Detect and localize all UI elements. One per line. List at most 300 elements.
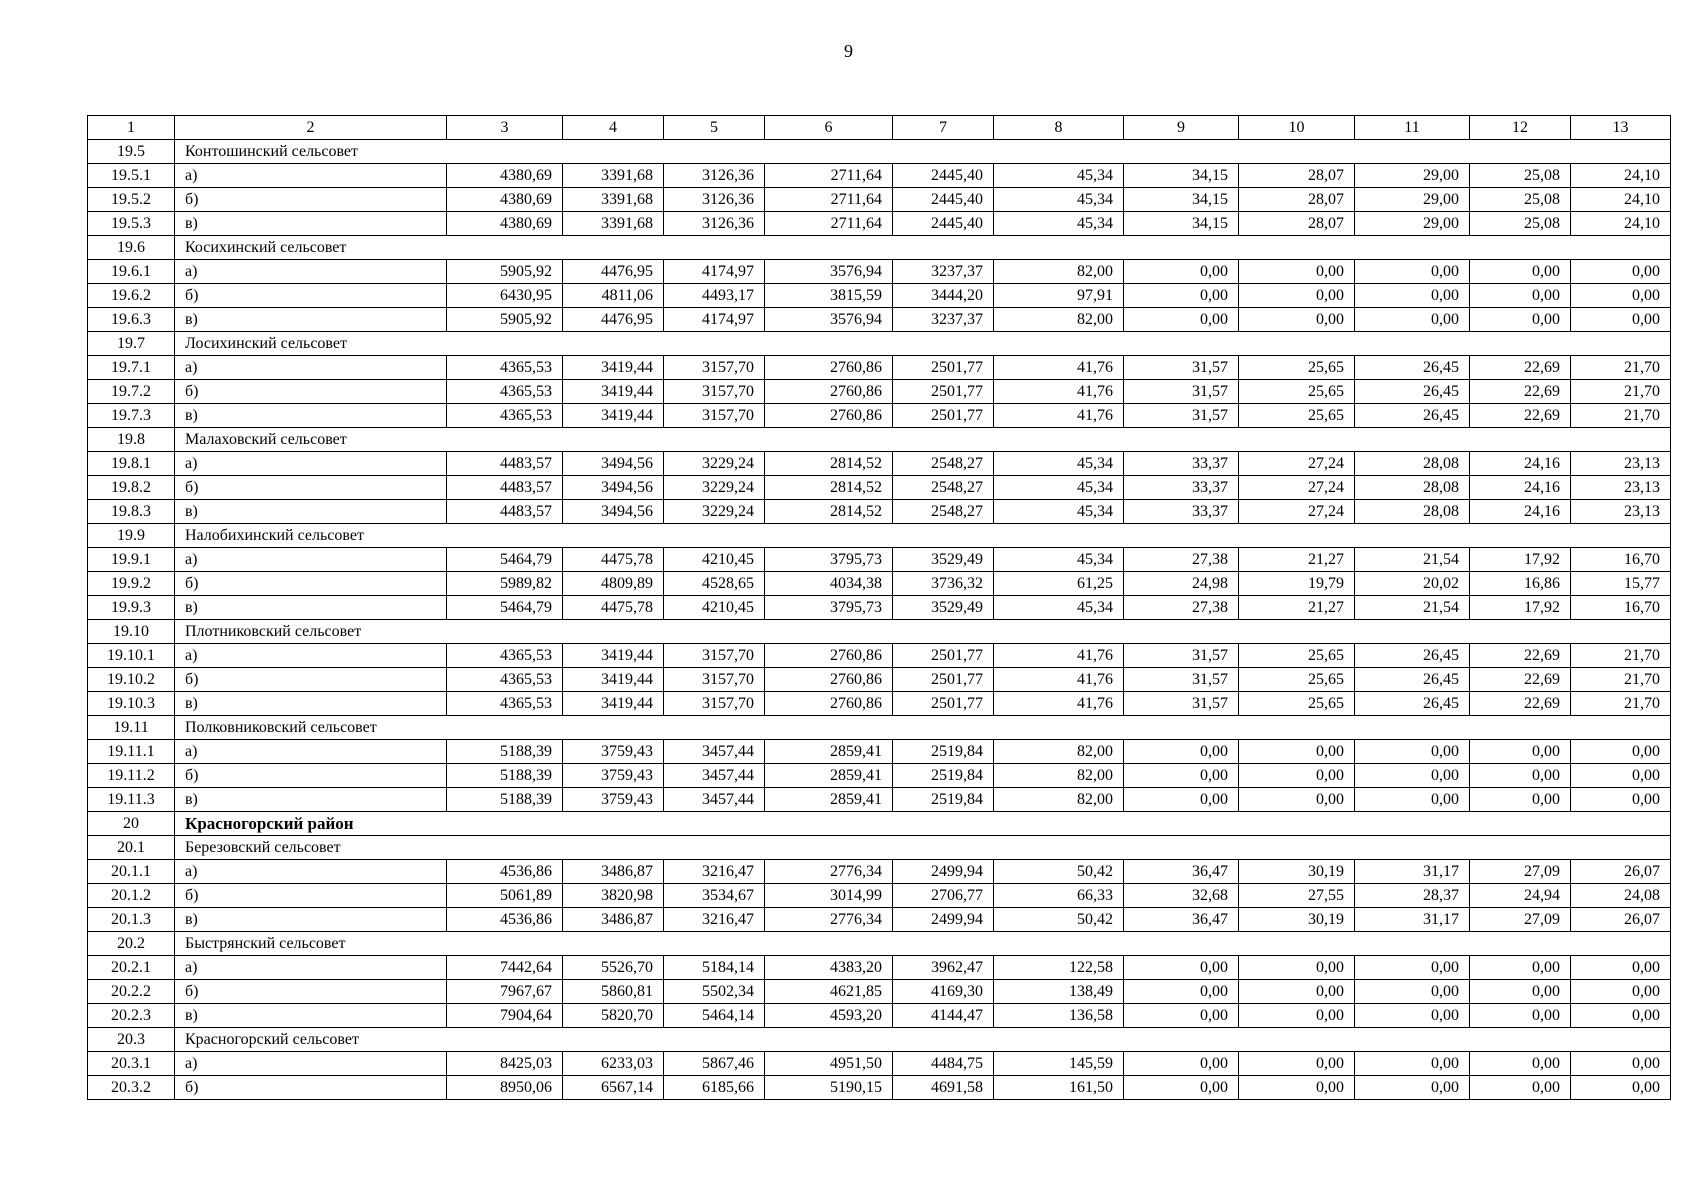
value-cell: 25,08 xyxy=(1470,164,1571,188)
value-cell: 3529,49 xyxy=(893,548,994,572)
value-cell: 25,08 xyxy=(1470,212,1571,236)
table-row xyxy=(88,956,1671,980)
value-cell: 3815,59 xyxy=(765,284,893,308)
table-row xyxy=(88,308,1671,332)
row-label: а) xyxy=(175,860,447,884)
section-name: Косихинский сельсовет xyxy=(175,236,447,260)
value-cell: 2859,41 xyxy=(765,788,893,812)
value-cell: 3419,44 xyxy=(563,692,664,716)
value-cell: 31,57 xyxy=(1124,380,1239,404)
table-row xyxy=(88,164,1671,188)
row-label: а) xyxy=(175,956,447,980)
value-cell: 4174,97 xyxy=(664,260,765,284)
value-cell: 5905,92 xyxy=(447,260,563,284)
value-cell: 5188,39 xyxy=(447,740,563,764)
value-cell: 2445,40 xyxy=(893,164,994,188)
row-code: 20.3.2 xyxy=(88,1076,175,1100)
value-cell: 2548,27 xyxy=(893,476,994,500)
value-cell: 3237,37 xyxy=(893,308,994,332)
value-cell: 34,15 xyxy=(1124,212,1239,236)
table-row xyxy=(88,644,1671,668)
value-cell: 25,65 xyxy=(1239,380,1355,404)
table-row xyxy=(88,212,1671,236)
value-cell: 24,08 xyxy=(1571,884,1671,908)
value-cell: 3216,47 xyxy=(664,908,765,932)
value-cell: 0,00 xyxy=(1571,956,1671,980)
value-cell: 0,00 xyxy=(1355,1004,1470,1028)
row-label: а) xyxy=(175,644,447,668)
column-header: 4 xyxy=(563,116,664,140)
value-cell: 161,50 xyxy=(994,1076,1124,1100)
table-row xyxy=(88,284,1671,308)
column-header: 10 xyxy=(1239,116,1355,140)
value-cell: 5867,46 xyxy=(664,1052,765,1076)
value-cell: 27,24 xyxy=(1239,452,1355,476)
value-cell: 2760,86 xyxy=(765,404,893,428)
value-cell: 122,58 xyxy=(994,956,1124,980)
table-row xyxy=(88,980,1671,1004)
value-cell: 0,00 xyxy=(1355,308,1470,332)
value-cell: 0,00 xyxy=(1239,980,1355,1004)
value-cell: 27,24 xyxy=(1239,500,1355,524)
value-cell: 21,70 xyxy=(1571,644,1671,668)
row-label: в) xyxy=(175,788,447,812)
row-code: 19.10.2 xyxy=(88,668,175,692)
section-filler xyxy=(447,716,1671,740)
value-cell: 8950,06 xyxy=(447,1076,563,1100)
table-row xyxy=(88,1004,1671,1028)
value-cell: 2814,52 xyxy=(765,476,893,500)
section-row xyxy=(88,332,1671,356)
row-label: в) xyxy=(175,212,447,236)
value-cell: 7442,64 xyxy=(447,956,563,980)
value-cell: 2711,64 xyxy=(765,212,893,236)
value-cell: 16,86 xyxy=(1470,572,1571,596)
value-cell: 36,47 xyxy=(1124,860,1239,884)
section-filler xyxy=(447,812,1671,836)
value-cell: 24,10 xyxy=(1571,164,1671,188)
value-cell: 4621,85 xyxy=(765,980,893,1004)
section-name: Березовский сельсовет xyxy=(175,836,447,860)
row-code: 19.6.3 xyxy=(88,308,175,332)
value-cell: 22,69 xyxy=(1470,380,1571,404)
value-cell: 4476,95 xyxy=(563,308,664,332)
value-cell: 50,42 xyxy=(994,908,1124,932)
value-cell: 3419,44 xyxy=(563,668,664,692)
row-code: 19.5.3 xyxy=(88,212,175,236)
value-cell: 17,92 xyxy=(1470,596,1571,620)
value-cell: 50,42 xyxy=(994,860,1124,884)
value-cell: 0,00 xyxy=(1124,284,1239,308)
value-cell: 3759,43 xyxy=(563,788,664,812)
value-cell: 3126,36 xyxy=(664,212,765,236)
value-cell: 0,00 xyxy=(1470,284,1571,308)
value-cell: 3759,43 xyxy=(563,740,664,764)
value-cell: 5184,14 xyxy=(664,956,765,980)
row-code: 19.9.1 xyxy=(88,548,175,572)
value-cell: 0,00 xyxy=(1124,308,1239,332)
value-cell: 0,00 xyxy=(1571,1052,1671,1076)
value-cell: 45,34 xyxy=(994,212,1124,236)
value-cell: 4365,53 xyxy=(447,644,563,668)
value-cell: 0,00 xyxy=(1355,1076,1470,1100)
section-filler xyxy=(447,140,1671,164)
value-cell: 61,25 xyxy=(994,572,1124,596)
value-cell: 2501,77 xyxy=(893,668,994,692)
value-cell: 0,00 xyxy=(1239,764,1355,788)
value-cell: 4380,69 xyxy=(447,212,563,236)
value-cell: 21,27 xyxy=(1239,548,1355,572)
value-cell: 5860,81 xyxy=(563,980,664,1004)
row-code: 20 xyxy=(88,812,175,836)
row-label: а) xyxy=(175,452,447,476)
value-cell: 27,24 xyxy=(1239,476,1355,500)
row-code: 19.8.1 xyxy=(88,452,175,476)
row-label: б) xyxy=(175,764,447,788)
value-cell: 4593,20 xyxy=(765,1004,893,1028)
value-cell: 22,69 xyxy=(1470,644,1571,668)
column-header: 1 xyxy=(88,116,175,140)
column-header: 5 xyxy=(664,116,765,140)
value-cell: 0,00 xyxy=(1571,980,1671,1004)
column-header: 2 xyxy=(175,116,447,140)
row-code: 19.6.2 xyxy=(88,284,175,308)
value-cell: 3529,49 xyxy=(893,596,994,620)
value-cell: 0,00 xyxy=(1239,956,1355,980)
table-row xyxy=(88,596,1671,620)
value-cell: 2706,77 xyxy=(893,884,994,908)
value-cell: 41,76 xyxy=(994,692,1124,716)
row-label: б) xyxy=(175,284,447,308)
value-cell: 25,65 xyxy=(1239,404,1355,428)
value-cell: 26,07 xyxy=(1571,860,1671,884)
row-code: 19.8 xyxy=(88,428,175,452)
value-cell: 0,00 xyxy=(1571,788,1671,812)
table-row xyxy=(88,860,1671,884)
row-code: 19.5.2 xyxy=(88,188,175,212)
row-label: а) xyxy=(175,356,447,380)
value-cell: 5061,89 xyxy=(447,884,563,908)
value-cell: 7967,67 xyxy=(447,980,563,1004)
section-filler xyxy=(447,332,1671,356)
value-cell: 3157,70 xyxy=(664,404,765,428)
row-code: 19.6.1 xyxy=(88,260,175,284)
value-cell: 4034,38 xyxy=(765,572,893,596)
value-cell: 4365,53 xyxy=(447,668,563,692)
column-header: 7 xyxy=(893,116,994,140)
table-row xyxy=(88,740,1671,764)
section-filler xyxy=(447,524,1671,548)
section-filler xyxy=(447,428,1671,452)
value-cell: 3486,87 xyxy=(563,908,664,932)
row-code: 19.10.1 xyxy=(88,644,175,668)
value-cell: 2776,34 xyxy=(765,860,893,884)
value-cell: 6567,14 xyxy=(563,1076,664,1100)
value-cell: 3157,70 xyxy=(664,644,765,668)
column-header: 13 xyxy=(1571,116,1671,140)
value-cell: 4809,89 xyxy=(563,572,664,596)
section-filler xyxy=(447,620,1671,644)
value-cell: 0,00 xyxy=(1571,284,1671,308)
table-row xyxy=(88,548,1671,572)
value-cell: 41,76 xyxy=(994,668,1124,692)
value-cell: 0,00 xyxy=(1239,1052,1355,1076)
value-cell: 0,00 xyxy=(1124,980,1239,1004)
value-cell: 26,45 xyxy=(1355,356,1470,380)
row-code: 20.3.1 xyxy=(88,1052,175,1076)
value-cell: 0,00 xyxy=(1355,740,1470,764)
value-cell: 3494,56 xyxy=(563,452,664,476)
value-cell: 22,69 xyxy=(1470,668,1571,692)
value-cell: 28,07 xyxy=(1239,164,1355,188)
value-cell: 45,34 xyxy=(994,548,1124,572)
value-cell: 0,00 xyxy=(1124,1004,1239,1028)
value-cell: 4380,69 xyxy=(447,164,563,188)
value-cell: 0,00 xyxy=(1124,740,1239,764)
value-cell: 27,38 xyxy=(1124,596,1239,620)
row-code: 19.6 xyxy=(88,236,175,260)
table-row xyxy=(88,1076,1671,1100)
section-name: Малаховский сельсовет xyxy=(175,428,447,452)
row-code: 20.2 xyxy=(88,932,175,956)
value-cell: 5464,79 xyxy=(447,548,563,572)
value-cell: 0,00 xyxy=(1470,740,1571,764)
value-cell: 4365,53 xyxy=(447,380,563,404)
value-cell: 0,00 xyxy=(1124,956,1239,980)
row-code: 19.7.2 xyxy=(88,380,175,404)
value-cell: 26,07 xyxy=(1571,908,1671,932)
value-cell: 41,76 xyxy=(994,404,1124,428)
value-cell: 3576,94 xyxy=(765,260,893,284)
value-cell: 2859,41 xyxy=(765,764,893,788)
value-cell: 0,00 xyxy=(1239,284,1355,308)
value-cell: 21,70 xyxy=(1571,692,1671,716)
value-cell: 21,27 xyxy=(1239,596,1355,620)
value-cell: 29,00 xyxy=(1355,212,1470,236)
value-cell: 4483,57 xyxy=(447,500,563,524)
value-cell: 3457,44 xyxy=(664,788,765,812)
value-cell: 3795,73 xyxy=(765,548,893,572)
value-cell: 6430,95 xyxy=(447,284,563,308)
value-cell: 3534,67 xyxy=(664,884,765,908)
value-cell: 45,34 xyxy=(994,476,1124,500)
value-cell: 28,08 xyxy=(1355,452,1470,476)
value-cell: 0,00 xyxy=(1470,1052,1571,1076)
row-label: в) xyxy=(175,308,447,332)
value-cell: 2859,41 xyxy=(765,740,893,764)
row-label: б) xyxy=(175,188,447,212)
value-cell: 31,17 xyxy=(1355,860,1470,884)
value-cell: 0,00 xyxy=(1239,1076,1355,1100)
value-cell: 21,70 xyxy=(1571,668,1671,692)
row-code: 20.3 xyxy=(88,1028,175,1052)
section-name: Полковниковский сельсовет xyxy=(175,716,447,740)
value-cell: 2548,27 xyxy=(893,500,994,524)
section-row xyxy=(88,932,1671,956)
value-cell: 2760,86 xyxy=(765,356,893,380)
value-cell: 3229,24 xyxy=(664,452,765,476)
value-cell: 26,45 xyxy=(1355,668,1470,692)
value-cell: 138,49 xyxy=(994,980,1124,1004)
value-cell: 25,65 xyxy=(1239,356,1355,380)
value-cell: 5502,34 xyxy=(664,980,765,1004)
section-row xyxy=(88,236,1671,260)
value-cell: 3457,44 xyxy=(664,740,765,764)
value-cell: 24,16 xyxy=(1470,452,1571,476)
value-cell: 6185,66 xyxy=(664,1076,765,1100)
value-cell: 0,00 xyxy=(1124,1052,1239,1076)
value-cell: 0,00 xyxy=(1355,764,1470,788)
value-cell: 27,38 xyxy=(1124,548,1239,572)
value-cell: 2760,86 xyxy=(765,380,893,404)
value-cell: 0,00 xyxy=(1124,260,1239,284)
value-cell: 28,37 xyxy=(1355,884,1470,908)
value-cell: 30,19 xyxy=(1239,908,1355,932)
value-cell: 4811,06 xyxy=(563,284,664,308)
value-cell: 25,65 xyxy=(1239,692,1355,716)
row-label: б) xyxy=(175,668,447,692)
value-cell: 5526,70 xyxy=(563,956,664,980)
district-row xyxy=(88,812,1671,836)
value-cell: 32,68 xyxy=(1124,884,1239,908)
section-filler xyxy=(447,932,1671,956)
value-cell: 4483,57 xyxy=(447,476,563,500)
value-cell: 25,65 xyxy=(1239,668,1355,692)
value-cell: 0,00 xyxy=(1470,1076,1571,1100)
value-cell: 4380,69 xyxy=(447,188,563,212)
value-cell: 0,00 xyxy=(1124,1076,1239,1100)
row-code: 20.2.2 xyxy=(88,980,175,1004)
value-cell: 145,59 xyxy=(994,1052,1124,1076)
value-cell: 7904,64 xyxy=(447,1004,563,1028)
row-label: в) xyxy=(175,500,447,524)
value-cell: 5820,70 xyxy=(563,1004,664,1028)
value-cell: 31,57 xyxy=(1124,692,1239,716)
value-cell: 0,00 xyxy=(1124,764,1239,788)
value-cell: 28,08 xyxy=(1355,500,1470,524)
value-cell: 24,10 xyxy=(1571,188,1671,212)
value-cell: 4528,65 xyxy=(664,572,765,596)
value-cell: 0,00 xyxy=(1124,788,1239,812)
value-cell: 22,69 xyxy=(1470,404,1571,428)
value-cell: 5905,92 xyxy=(447,308,563,332)
value-cell: 82,00 xyxy=(994,764,1124,788)
table-row xyxy=(88,380,1671,404)
value-cell: 24,94 xyxy=(1470,884,1571,908)
row-code: 19.11.3 xyxy=(88,788,175,812)
value-cell: 15,77 xyxy=(1571,572,1671,596)
value-cell: 4365,53 xyxy=(447,692,563,716)
value-cell: 5989,82 xyxy=(447,572,563,596)
row-code: 20.1.3 xyxy=(88,908,175,932)
row-code: 19.7 xyxy=(88,332,175,356)
row-label: б) xyxy=(175,980,447,1004)
value-cell: 3157,70 xyxy=(664,668,765,692)
value-cell: 5190,15 xyxy=(765,1076,893,1100)
value-cell: 28,07 xyxy=(1239,212,1355,236)
value-cell: 4174,97 xyxy=(664,308,765,332)
table-row xyxy=(88,356,1671,380)
value-cell: 66,33 xyxy=(994,884,1124,908)
value-cell: 82,00 xyxy=(994,788,1124,812)
value-cell: 3216,47 xyxy=(664,860,765,884)
value-cell: 0,00 xyxy=(1355,956,1470,980)
row-code: 19.11.1 xyxy=(88,740,175,764)
value-cell: 34,15 xyxy=(1124,164,1239,188)
value-cell: 41,76 xyxy=(994,644,1124,668)
value-cell: 2760,86 xyxy=(765,692,893,716)
column-header: 9 xyxy=(1124,116,1239,140)
value-cell: 0,00 xyxy=(1470,764,1571,788)
value-cell: 4476,95 xyxy=(563,260,664,284)
row-code: 19.9 xyxy=(88,524,175,548)
value-cell: 0,00 xyxy=(1571,740,1671,764)
row-code: 20.2.3 xyxy=(88,1004,175,1028)
table-row xyxy=(88,260,1671,284)
row-label: в) xyxy=(175,404,447,428)
value-cell: 0,00 xyxy=(1239,1004,1355,1028)
row-code: 19.7.3 xyxy=(88,404,175,428)
value-cell: 24,98 xyxy=(1124,572,1239,596)
value-cell: 3486,87 xyxy=(563,860,664,884)
value-cell: 28,07 xyxy=(1239,188,1355,212)
value-cell: 5464,14 xyxy=(664,1004,765,1028)
value-cell: 0,00 xyxy=(1239,740,1355,764)
table-row xyxy=(88,572,1671,596)
page-number: 9 xyxy=(844,41,853,61)
value-cell: 3795,73 xyxy=(765,596,893,620)
value-cell: 4484,75 xyxy=(893,1052,994,1076)
value-cell: 5464,79 xyxy=(447,596,563,620)
value-cell: 45,34 xyxy=(994,500,1124,524)
value-cell: 2445,40 xyxy=(893,188,994,212)
value-cell: 2711,64 xyxy=(765,164,893,188)
value-cell: 3444,20 xyxy=(893,284,994,308)
value-cell: 4169,30 xyxy=(893,980,994,1004)
section-filler xyxy=(447,236,1671,260)
value-cell: 3391,68 xyxy=(563,212,664,236)
value-cell: 82,00 xyxy=(994,260,1124,284)
section-row xyxy=(88,1028,1671,1052)
value-cell: 33,37 xyxy=(1124,452,1239,476)
row-label: в) xyxy=(175,596,447,620)
value-cell: 3391,68 xyxy=(563,188,664,212)
value-cell: 3157,70 xyxy=(664,380,765,404)
row-label: б) xyxy=(175,1076,447,1100)
value-cell: 2776,34 xyxy=(765,908,893,932)
value-cell: 4210,45 xyxy=(664,548,765,572)
row-label: в) xyxy=(175,908,447,932)
table-row xyxy=(88,188,1671,212)
value-cell: 0,00 xyxy=(1470,980,1571,1004)
value-cell: 136,58 xyxy=(994,1004,1124,1028)
value-cell: 3391,68 xyxy=(563,164,664,188)
row-label: б) xyxy=(175,476,447,500)
row-label: б) xyxy=(175,572,447,596)
column-header: 6 xyxy=(765,116,893,140)
value-cell: 0,00 xyxy=(1355,788,1470,812)
value-cell: 3419,44 xyxy=(563,356,664,380)
value-cell: 25,08 xyxy=(1470,188,1571,212)
value-cell: 4365,53 xyxy=(447,356,563,380)
value-cell: 2445,40 xyxy=(893,212,994,236)
value-cell: 0,00 xyxy=(1470,308,1571,332)
value-cell: 0,00 xyxy=(1571,764,1671,788)
value-cell: 36,47 xyxy=(1124,908,1239,932)
value-cell: 21,70 xyxy=(1571,404,1671,428)
row-code: 19.11.2 xyxy=(88,764,175,788)
value-cell: 3494,56 xyxy=(563,476,664,500)
